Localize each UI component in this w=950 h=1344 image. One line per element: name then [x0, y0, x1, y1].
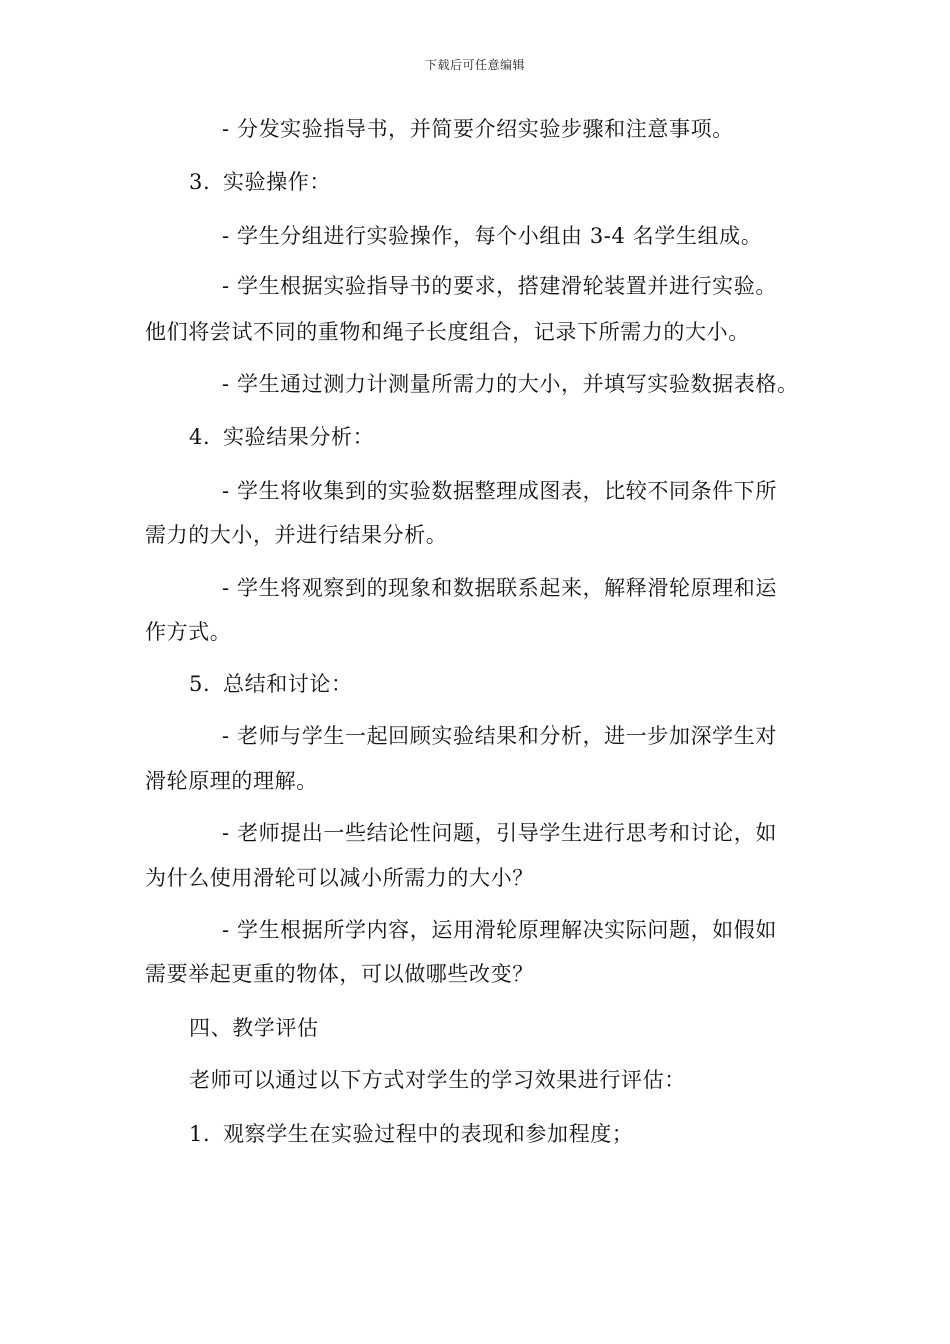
paragraph-line: - 学生通过测力计测量所需力的大小，并填写实验数据表格。: [222, 372, 799, 396]
evaluation-item: [189, 1120, 633, 1148]
paragraph-line: - 分发实验指导书，并简要介绍实验步骤和注意事项。: [222, 117, 734, 141]
paragraph-line: - 学生根据所学内容，运用滑轮原理解决实际问题，如假如: [222, 918, 777, 942]
item-text: 观察学生在实验过程中的表现和参加程度；: [223, 1122, 634, 1146]
step-heading: [189, 168, 331, 196]
step-title: 总结和讨论：: [223, 672, 353, 696]
paragraph-line: - 学生分组进行实验操作，每个小组由 3-4 名学生组成。: [222, 224, 763, 248]
paragraph-line: 需力的大小，并进行结果分析。: [145, 523, 448, 547]
paragraph-line: 需要举起更重的物体，可以做哪些改变？: [145, 962, 534, 986]
paragraph-line: - 学生将观察到的现象和数据联系起来，解释滑轮原理和运: [222, 576, 777, 600]
paragraph-line: - 学生根据实验指导书的要求，搭建滑轮装置并进行实验。: [222, 274, 777, 298]
item-number: 1.: [189, 1122, 211, 1146]
step-title: 实验操作：: [223, 170, 331, 194]
paragraph-line: - 学生将收集到的实验数据整理成图表，比较不同条件下所: [222, 479, 777, 503]
page-header: 下载后可任意编辑: [424, 58, 525, 72]
paragraph-line: - 老师与学生一起回顾实验结果和分析，进一步加深学生对: [222, 724, 777, 748]
step-number: 5.: [189, 672, 211, 696]
step-number: 3.: [189, 170, 211, 194]
step-number: 4.: [189, 425, 211, 449]
section-heading: 四、教学评估: [189, 1016, 319, 1040]
paragraph-line: 老师可以通过以下方式对学生的学习效果进行评估：: [189, 1068, 686, 1092]
paragraph-line: 作方式。: [145, 620, 232, 644]
paragraph-line: - 老师提出一些结论性问题，引导学生进行思考和讨论，如: [222, 821, 777, 845]
paragraph-line: 他们将尝试不同的重物和绳子长度组合，记录下所需力的大小。: [145, 320, 750, 344]
paragraph-line: 滑轮原理的理解。: [145, 769, 318, 793]
step-title: 实验结果分析：: [223, 425, 375, 449]
step-heading: [189, 670, 353, 698]
step-heading: [189, 423, 374, 451]
paragraph-line: 为什么使用滑轮可以减小所需力的大小？: [145, 866, 534, 890]
